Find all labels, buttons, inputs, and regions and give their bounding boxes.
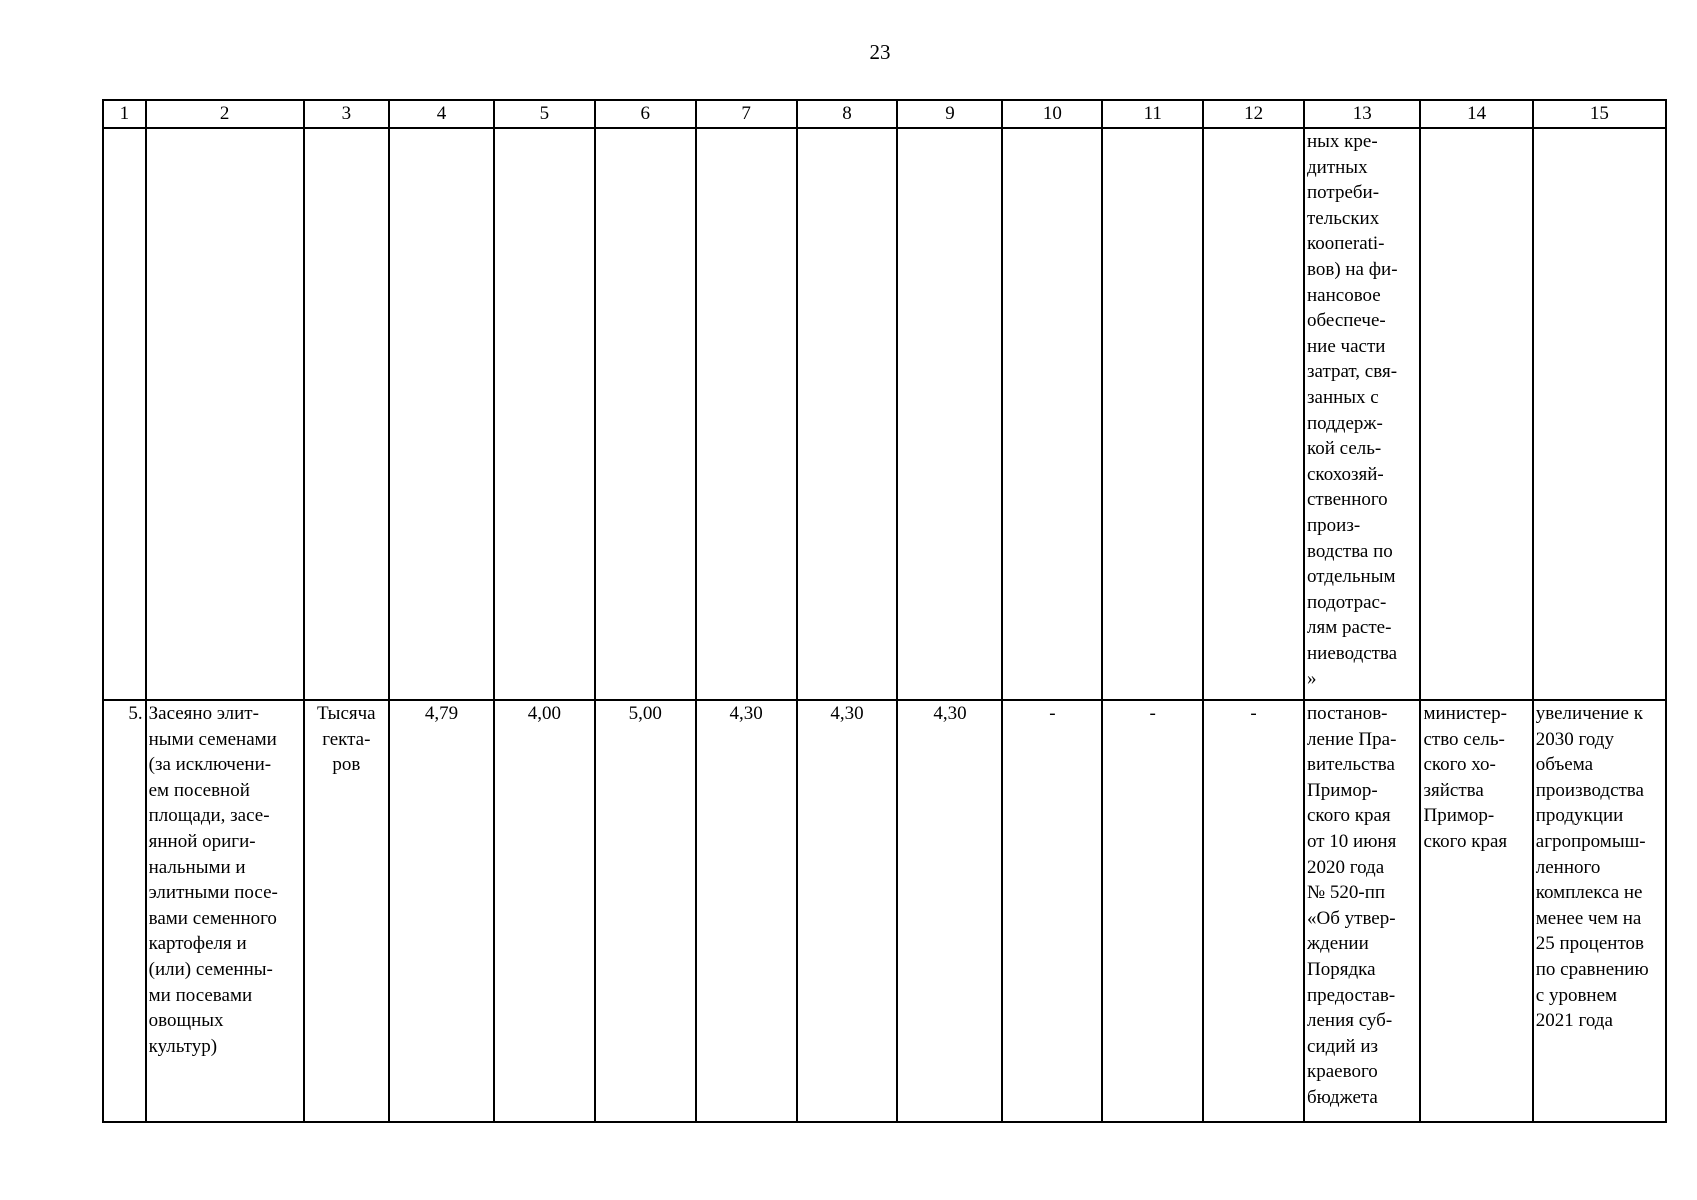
value-cell: - <box>1002 700 1102 1122</box>
value-cell: 4,30 <box>797 700 898 1122</box>
expected-result-cell: увеличение к 2030 году объема производства продукции агропромыш- ленного комплекса не менее чем на 25 процентов по сравнению с уровнем 2021 года <box>1533 700 1666 1122</box>
legal-basis-cell: постанов- ление Пра- вительства Примор- ского края от 10 июня 2020 года № 520-пп «Об утвер- ждении Порядка предостав- ления суб- сидий из краевого бюджета <box>1304 700 1420 1122</box>
value-cell: 4,79 <box>389 700 494 1122</box>
column-header: 1 <box>103 100 146 128</box>
value-cell: 4,00 <box>494 700 595 1122</box>
table-cell-empty <box>1102 128 1203 700</box>
column-header: 14 <box>1420 100 1532 128</box>
value-cell: 4,30 <box>696 700 797 1122</box>
table-cell-empty <box>146 128 304 700</box>
value-cell: - <box>1203 700 1304 1122</box>
table-cell-empty <box>1203 128 1304 700</box>
value-cell: 4,30 <box>897 700 1002 1122</box>
column-header: 15 <box>1533 100 1666 128</box>
page-number: 23 <box>869 40 891 64</box>
table-cell-empty <box>1420 128 1532 700</box>
value-cell: - <box>1102 700 1203 1122</box>
column-header: 6 <box>595 100 696 128</box>
table-cell-empty <box>1002 128 1102 700</box>
column-header: 4 <box>389 100 494 128</box>
indicator-name-cell: Засеяно элит- ными семенами (за исключени- ем посевной площади, засе- янной ориги- нальными и элитными посе- вами семенного картофеля и (или) семенны- ми посевами овощных культур) <box>146 700 304 1122</box>
column-header: 10 <box>1002 100 1102 128</box>
table-cell-empty <box>103 128 146 700</box>
column-header: 8 <box>797 100 898 128</box>
column-header: 7 <box>696 100 797 128</box>
column-header: 13 <box>1304 100 1420 128</box>
column-header: 2 <box>146 100 304 128</box>
table-row-continuation <box>103 128 1666 700</box>
legal-basis-continuation-cell: ных кре- дитных потреби- тельских коопerati- вов) на фи- нансовое обеспече- ние части затрат, свя- занных с поддерж- кой сель- скохозяй- ственного произ- водства по отдельным подотрас- лям расте- ниеводства » <box>1304 128 1420 700</box>
column-header: 11 <box>1102 100 1203 128</box>
column-header: 9 <box>897 100 1002 128</box>
column-header: 5 <box>494 100 595 128</box>
table-row-indicator-5 <box>103 700 1666 1122</box>
row-number-cell: 5. <box>103 700 146 1122</box>
table-cell-empty <box>494 128 595 700</box>
unit-cell: Тысяча гекта- ров <box>304 700 389 1122</box>
table-cell-empty <box>1533 128 1666 700</box>
executor-cell: министер- ство сель- ского хо- зяйства Примор- ского края <box>1420 700 1532 1122</box>
table-cell-empty <box>595 128 696 700</box>
table-cell-empty <box>897 128 1002 700</box>
table-cell-empty <box>304 128 389 700</box>
column-number-header-row <box>103 100 1666 128</box>
program-indicators-table <box>102 99 1667 1123</box>
value-cell: 5,00 <box>595 700 696 1122</box>
table-cell-empty <box>696 128 797 700</box>
table-cell-empty <box>389 128 494 700</box>
column-header: 12 <box>1203 100 1304 128</box>
table-cell-empty <box>797 128 898 700</box>
column-header: 3 <box>304 100 389 128</box>
